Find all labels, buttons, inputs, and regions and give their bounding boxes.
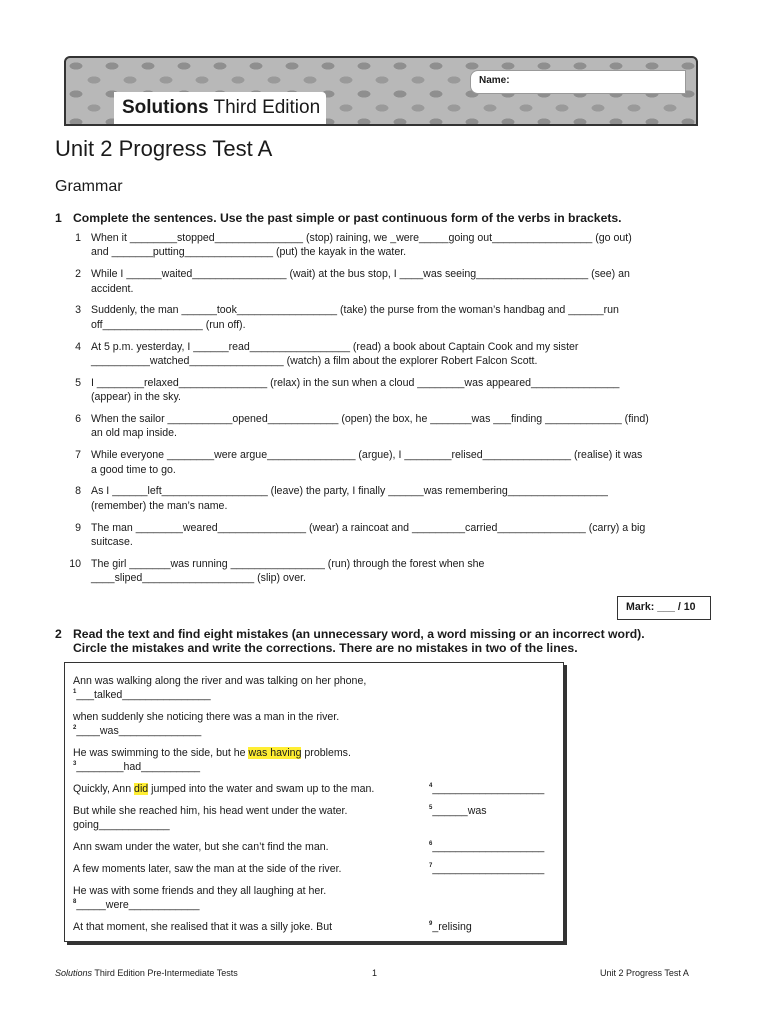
highlighted-mistake: did xyxy=(134,783,149,795)
highlighted-mistake: was having xyxy=(248,747,302,759)
brand-box xyxy=(114,92,326,124)
answer-number: 3 xyxy=(73,761,77,768)
answer-text: ____was______________ xyxy=(76,725,202,738)
item-line-2: (appear) in the sky. xyxy=(91,391,181,404)
text-line xyxy=(73,840,423,854)
item-line-1: The man ________weared_______________ (wear) a raincoat and _________carried_______________ (carry) a big xyxy=(91,521,646,534)
answer-blank xyxy=(73,688,211,702)
text-line xyxy=(73,920,423,934)
text-part: He was swimming to the side, but he xyxy=(73,747,249,759)
footer-right: Unit 2 Progress Test A xyxy=(600,968,689,978)
footer-series: Third Edition Pre-Intermediate Tests xyxy=(92,968,238,978)
answer-text: ______was xyxy=(432,805,487,817)
text-part: He was with some friends and they all laughing at her. xyxy=(73,885,327,897)
item-number: 2 xyxy=(75,268,81,281)
brand-bold: Solutions xyxy=(122,97,209,118)
item-text xyxy=(91,376,703,405)
item-line-1: Suddenly, the man ______took_________________ (take) the purse from the woman’s handbag and ______run xyxy=(91,304,619,317)
answer-number: 4 xyxy=(429,783,433,789)
item-text xyxy=(91,267,703,296)
answer-blank xyxy=(73,760,205,774)
footer-left xyxy=(55,968,238,978)
answer-number: 7 xyxy=(429,863,433,869)
brand-rest: Third Edition xyxy=(213,97,321,118)
item-text xyxy=(91,303,703,332)
answer-blank xyxy=(73,898,205,912)
page-title: Unit 2 Progress Test A xyxy=(55,136,273,161)
item-number: 1 xyxy=(75,232,81,244)
item-line-2: a good time to go. xyxy=(91,463,176,476)
answer-blank xyxy=(429,920,561,934)
answer-text: ___________________ xyxy=(432,841,545,853)
answer-text: ________had__________ xyxy=(76,761,201,774)
item-number: 4 xyxy=(75,340,81,353)
item-line-2: an old map inside. xyxy=(91,427,177,440)
item-line-2: (remember) the man’s name. xyxy=(91,499,228,512)
text-line xyxy=(73,746,423,760)
text-part: problems. xyxy=(301,747,351,759)
question-number: 2 xyxy=(55,627,62,641)
text-part: Quickly, Ann xyxy=(73,783,135,795)
error-correction-box xyxy=(64,662,564,942)
item-text xyxy=(91,557,703,586)
item-number: 7 xyxy=(75,449,81,462)
answer-blank xyxy=(429,804,561,818)
text-part: A few moments later, saw the man at the side of the river. xyxy=(73,863,342,875)
item-line-2: ____sliped___________________ (slip) over. xyxy=(91,572,306,585)
item-text xyxy=(91,448,703,477)
text-line xyxy=(73,674,423,688)
answer-text: ___________________ xyxy=(432,863,545,875)
text-line xyxy=(73,804,423,818)
item-line-1: While everyone ________were argue_______________ (argue), I ________relised_______________ (realise) it was xyxy=(91,449,643,462)
question-instruction: Complete the sentences. Use the past simple or past continuous form of the verbs in brackets. xyxy=(73,211,622,225)
text-part: At that moment, she realised that it was a silly joke. But xyxy=(73,921,333,933)
answer-text: ___________________ xyxy=(432,783,545,795)
mark-box xyxy=(617,596,711,620)
text-part: jumped into the water and swam up to the man. xyxy=(148,783,375,795)
text-part: But while she reached him, his head went under the water. xyxy=(73,805,348,817)
name-label: Name: xyxy=(479,75,510,86)
answer-blank xyxy=(429,862,561,876)
answer-blank xyxy=(73,724,205,738)
item-line-1: At 5 p.m. yesterday, I ______read_________________ (read) a book about Captain Cook and my sister xyxy=(91,340,579,353)
item-number: 6 xyxy=(75,413,81,425)
item-line-1: The girl _______was running ________________ (run) through the forest when she xyxy=(91,557,485,570)
item-line-2: off_________________ (run off). xyxy=(91,318,246,331)
text-part: when suddenly she noticing there was a man in the river. xyxy=(73,711,340,723)
item-number: 8 xyxy=(75,485,81,498)
item-text xyxy=(91,521,703,550)
header-banner xyxy=(64,56,698,126)
name-field[interactable] xyxy=(470,70,686,94)
answer-continuation: going____________ xyxy=(73,819,170,832)
item-line-2: suitcase. xyxy=(91,536,133,548)
answer-number: 6 xyxy=(429,841,433,847)
answer-number: 9 xyxy=(429,921,433,927)
text-part: Ann swam under the water, but she can’t find the man. xyxy=(73,841,329,853)
item-text xyxy=(91,484,703,513)
item-number: 10 xyxy=(69,557,81,570)
item-line-2: accident. xyxy=(91,282,134,295)
mark-label: Mark: ___ / 10 xyxy=(626,601,696,613)
answer-blank xyxy=(429,782,561,796)
answer-number: 2 xyxy=(73,725,77,732)
item-line-1: When the sailor ___________opened____________ (open) the box, he _______was ___finding _____________ (find) xyxy=(91,413,649,425)
item-text xyxy=(91,231,703,260)
text-line xyxy=(73,862,423,876)
item-line-1: I ________relaxed_______________ (relax) in the sun when a cloud ________was appeared_______________ xyxy=(91,376,620,389)
answer-number: 1 xyxy=(73,689,77,696)
question-number: 1 xyxy=(55,211,62,225)
footer-brand: Solutions xyxy=(55,968,93,978)
answer-text: ___talked_______________ xyxy=(76,689,211,702)
text-line xyxy=(73,782,423,796)
item-number: 9 xyxy=(75,521,81,534)
answer-text: _relising xyxy=(432,921,472,933)
text-line xyxy=(73,710,423,724)
item-line-2: __________watched________________ (watch) a film about the explorer Robert Falcon Scott. xyxy=(91,355,538,367)
brand-title xyxy=(122,97,320,119)
item-line-1: While I ______waited________________ (wait) at the bus stop, I ____was seeing___________________ (see) an xyxy=(91,268,630,281)
answer-text: _____were____________ xyxy=(76,899,200,912)
item-line-1: As I ______left__________________ (leave) the party, I finally ______was remembering_________________ xyxy=(91,485,608,498)
answer-number: 8 xyxy=(73,899,77,906)
item-text xyxy=(91,412,703,441)
text-line xyxy=(73,884,423,898)
question-instruction-line1: Read the text and find eight mistakes (an unnecessary word, a word missing or an incorrect word). xyxy=(73,627,645,641)
answer-blank xyxy=(429,840,561,854)
page-number: 1 xyxy=(372,968,378,978)
section-title: Grammar xyxy=(55,178,123,195)
item-number: 3 xyxy=(75,304,81,317)
answer-number: 5 xyxy=(429,805,433,811)
item-line-1: When it ________stopped_______________ (stop) raining, we _were_____going out_________________ (go out) xyxy=(91,232,632,244)
question-instruction-line2: Circle the mistakes and write the corrections. There are no mistakes in two of the lines. xyxy=(73,641,578,655)
item-text xyxy=(91,340,703,369)
item-line-2: and _______putting_______________ (put) the kayak in the water. xyxy=(91,246,407,259)
text-part: Ann was walking along the river and was talking on her phone, xyxy=(73,675,367,687)
item-number: 5 xyxy=(75,376,81,389)
